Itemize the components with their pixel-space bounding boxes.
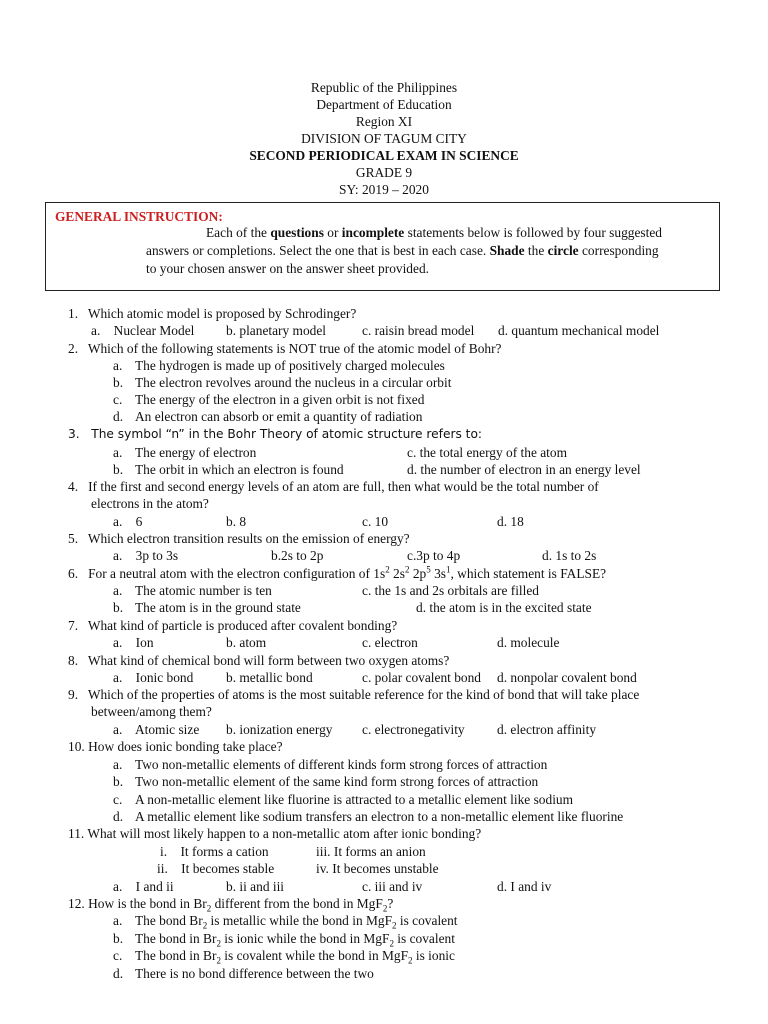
q9-choice-a: a. Atomic size <box>113 722 200 737</box>
q3-choice-c: c. the total energy of the atom <box>407 445 568 460</box>
question-5: 5. Which electron transition results on the emission of energy? <box>68 531 410 546</box>
q9-choice-b: b. ionization energy <box>226 722 333 737</box>
q11-choice-d: d. I and iv <box>497 879 552 894</box>
question-7: 7. What kind of particle is produced after covalent bonding? <box>68 618 398 633</box>
q4-choice-c: c. 10 <box>362 514 389 529</box>
q1-choice-a: a. Nuclear Model <box>91 323 195 338</box>
question-9: 9. Which of the properties of atoms is the most suitable reference for the kind of bond that will take place <box>68 687 640 702</box>
q4-choice-a: a. 6 <box>113 514 143 529</box>
q2-label-c: c. <box>113 392 123 407</box>
instruction-line-1: Each of the questions or incomplete statements below is followed by four suggested <box>206 225 662 240</box>
header-line-4: DIVISION OF TAGUM CITY <box>301 131 467 146</box>
q1-choice-c: c. raisin bread model <box>362 323 475 338</box>
q3-choice-a: The energy of electron <box>135 445 257 460</box>
q4-choice-d: d. 18 <box>497 514 524 529</box>
question-3: 3. The symbol “n” in the Bohr Theory of atomic structure refers to: <box>68 427 483 441</box>
q9-choice-c: c. electronegativity <box>362 722 465 737</box>
q6-choice-b: The atom is in the ground state <box>135 600 301 615</box>
q10-choice-c: A non-metallic element like fluorine is attracted to a metallic element like sodium <box>135 792 574 807</box>
q4-choice-b: b. 8 <box>226 514 247 529</box>
q2-choice-c: The energy of the electron in a given orbit is not fixed <box>135 392 425 407</box>
q2-choice-b: The electron revolves around the nucleus in a circular orbit <box>135 375 452 390</box>
q5-choice-d: d. 1s to 2s <box>542 548 597 563</box>
question-4-cont: electrons in the atom? <box>91 496 209 511</box>
q10-choice-d: A metallic element like sodium transfers an electron to a non-metallic element like fluorine <box>135 809 624 824</box>
q7-choice-d: d. molecule <box>497 635 560 650</box>
q1-choice-b: b. planetary model <box>226 323 327 338</box>
q12-choice-a: The bond $Br_2$ is metallic while the bond in MgF$_2$ is covalent <box>135 913 458 931</box>
question-12: 12. How is the bond in $Br_2$ different from the bond in MgF$_2$? <box>68 896 394 914</box>
q5-choice-c: c.3p to 4p <box>407 548 461 563</box>
school-year: SY: 2019 – 2020 <box>339 182 429 197</box>
q10-label-b: b. <box>113 774 124 789</box>
q11-option-ii: ii. It becomes stable <box>157 861 275 876</box>
q8-choice-c: c. polar covalent bond <box>362 670 481 685</box>
q6-choice-a: The atomic number is ten <box>135 583 272 598</box>
q12-label-a: a. <box>113 913 123 928</box>
header-line-3: Region XI <box>355 114 413 129</box>
question-6: 6. For a neutral atom with the electron configuration of $1s^2$ $2s^2$ $2p^5$ $3s^1$, which statement is FALSE? <box>68 564 607 581</box>
q11-choice-c: c. iii and iv <box>362 879 423 894</box>
q10-label-c: c. <box>113 792 123 807</box>
q7-choice-b: b. atom <box>226 635 267 650</box>
q3-label-a: a. <box>113 445 123 460</box>
instruction-line-3: to your chosen answer on the answer sheet provided. <box>146 261 429 276</box>
q9-choice-d: d. electron affinity <box>497 722 597 737</box>
q11-choice-a: a. I and ii <box>113 879 174 894</box>
question-1: 1. Which atomic model is proposed by Schrodinger? <box>68 306 357 321</box>
question-2: 2. Which of the following statements is NOT true of the atomic model of Bohr? <box>68 341 502 356</box>
q10-choice-a: Two non-metallic elements of different kinds form strong forces of attraction <box>135 757 548 772</box>
q8-choice-b: b. metallic bond <box>226 670 313 685</box>
q12-label-d: d. <box>113 966 124 981</box>
q2-label-d: d. <box>113 409 124 424</box>
grade-line: GRADE 9 <box>355 165 413 180</box>
q2-choice-a: The hydrogen is made up of positively charged molecules <box>135 358 445 373</box>
q8-choice-d: d. nonpolar covalent bond <box>497 670 637 685</box>
q11-choice-b: b. ii and iii <box>226 879 285 894</box>
q2-label-b: b. <box>113 375 124 390</box>
q6-choice-c: c. the 1s and 2s orbitals are filled <box>362 583 540 598</box>
q12-choice-d: There is no bond difference between the two <box>135 966 374 981</box>
instruction-box <box>45 202 720 291</box>
q7-choice-c: c. electron <box>362 635 418 650</box>
q5-choice-b: b.2s to 2p <box>271 548 324 563</box>
header-line-1: Republic of the Philippines <box>310 80 458 95</box>
q11-option-iv: iv. It becomes unstable <box>316 861 439 876</box>
q3-label-b: b. <box>113 462 124 477</box>
q3-choice-b: The orbit in which an electron is found <box>135 462 344 477</box>
q6-label-b: b. <box>113 600 124 615</box>
question-10: 10. How does ionic bonding take place? <box>68 739 283 754</box>
q6-choice-d: d. the atom is in the excited state <box>416 600 592 615</box>
q11-option-i: i. It forms a cation <box>160 844 269 859</box>
q10-choice-b: Two non-metallic element of the same kind form strong forces of attraction <box>135 774 539 789</box>
question-4: 4. If the first and second energy levels of an atom are full, then what would be the total number of <box>68 479 599 494</box>
q11-option-iii: iii. It forms an anion <box>316 844 426 859</box>
q12-label-b: b. <box>113 931 124 946</box>
q12-choice-b: The bond in $Br_2$ is ionic while the bond in MgF$_2$ is covalent <box>135 931 455 949</box>
exam-title: SECOND PERIODICAL EXAM IN SCIENCE <box>249 148 519 163</box>
q2-choice-d: An electron can absorb or emit a quantity of radiation <box>135 409 423 424</box>
q7-choice-a: a. Ion <box>113 635 154 650</box>
instruction-line-2: answers or completions. Select the one that is best in each case. Shade the circle corresponding <box>146 243 659 258</box>
q12-label-c: c. <box>113 948 123 963</box>
question-8: 8. What kind of chemical bond will form between two oxygen atoms? <box>68 653 450 668</box>
question-9-cont: between/among them? <box>91 704 212 719</box>
q10-label-d: d. <box>113 809 124 824</box>
q10-label-a: a. <box>113 757 123 772</box>
q8-choice-a: a. Ionic bond <box>113 670 194 685</box>
question-11: 11. What will most likely happen to a non-metallic atom after ionic bonding? <box>68 826 482 841</box>
q1-choice-d: d. quantum mechanical model <box>498 323 660 338</box>
q12-choice-c: The bond in $Br_2$ is covalent while the bond in MgF$_2$ is ionic <box>135 948 455 966</box>
q3-choice-d: d. the number of electron in an energy level <box>407 462 641 477</box>
instruction-title: GENERAL INSTRUCTION: <box>55 209 223 224</box>
q5-choice-a: a. 3p to 3s <box>113 548 179 563</box>
header-line-2: Department of Education <box>316 97 452 112</box>
q2-label-a: a. <box>113 358 123 373</box>
q6-label-a: a. <box>113 583 123 598</box>
